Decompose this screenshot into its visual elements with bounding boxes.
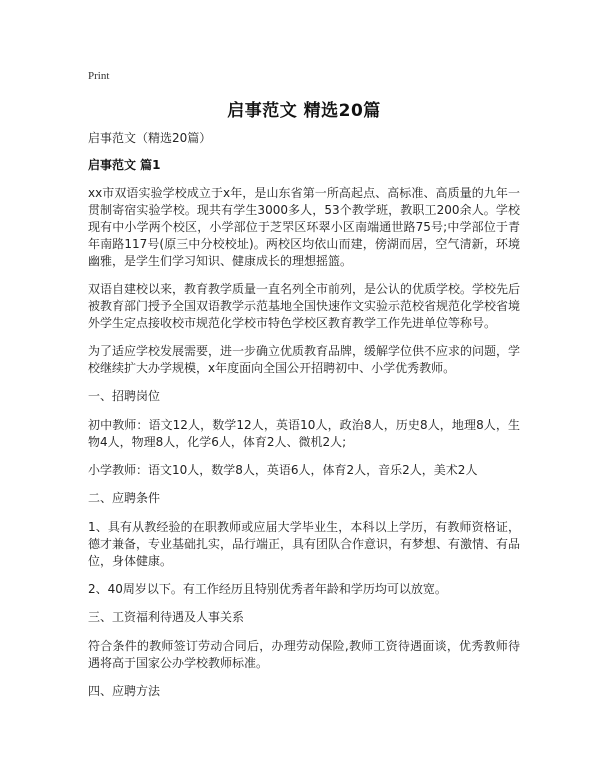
heading-positions: 一、招聘岗位 — [88, 389, 161, 403]
document-title: 启事范文 精选20篇 — [227, 101, 381, 121]
section-heading: 启事范文 篇1 — [88, 158, 161, 172]
paragraph-intro: xx市双语实验学校成立于x年，是山东省第一所高起点、高标准、高质量的九年一贯制寄宿实验学校。现共有学生3000多人，53个教学班，教职工200余人。学校现有中小学两个校区，小学部位于芝罘区环翠小区南端通世路75号;中学部位于青年南路117号(原三中分校校址)。两校区均依山而建，傍湖而居，空气清新，环境幽雅，是学生们学习知识、健康成长的理想摇篮。 — [88, 186, 520, 268]
heading-benefits: 三、工资福利待遇及人事关系 — [88, 610, 245, 624]
requirement-2: 2、40周岁以下。有工作经历且特别优秀者年龄和学历均可以放宽。 — [88, 582, 447, 596]
benefits-text: 符合条件的教师签订劳动合同后，办理劳动保险,教师工资待遇面谈，优秀教师待遇将高于国家公办学校教师标准。 — [88, 639, 520, 670]
print-label[interactable]: Print — [88, 70, 110, 82]
paragraph-recruitment: 为了适应学校发展需要，进一步确立优质教育品牌，缓解学位供不应求的问题，学校继续扩大办学规模，x年度面向全国公开招聘初中、小学优秀教师。 — [88, 344, 521, 375]
document-subtitle: 启事范文（精选20篇） — [88, 131, 212, 145]
document-body — [88, 130, 520, 712]
positions-middle-school: 初中教师：语文12人，数学12人，英语10人，政治8人，历史8人，地理8人，生物4人，物理8人，化学6人，体育2人、微机2人; — [88, 418, 520, 449]
positions-primary-school: 小学教师：语文10人，数学8人，英语6人，体育2人，音乐2人，美术2人 — [88, 463, 478, 477]
paragraph-honors: 双语自建校以来，教育教学质量一直名列全市前列，是公认的优质学校。学校先后被教育部门授予全国双语教学示范基地全国快速作文实验示范校省规范化学校省境外学生定点接收校市规范化学校市特色学校区教育教学工作先进单位等称号。 — [88, 282, 521, 330]
heading-application: 四、应聘方法 — [88, 684, 161, 698]
requirement-1: 1、具有从教经验的在职教师或应届大学毕业生，本科以上学历，有教师资格证，德才兼备，专业基础扎实，品行端正，具有团队合作意识，有梦想、有激情、有品位，身体健康。 — [88, 520, 521, 568]
heading-requirements: 二、应聘条件 — [88, 491, 161, 505]
